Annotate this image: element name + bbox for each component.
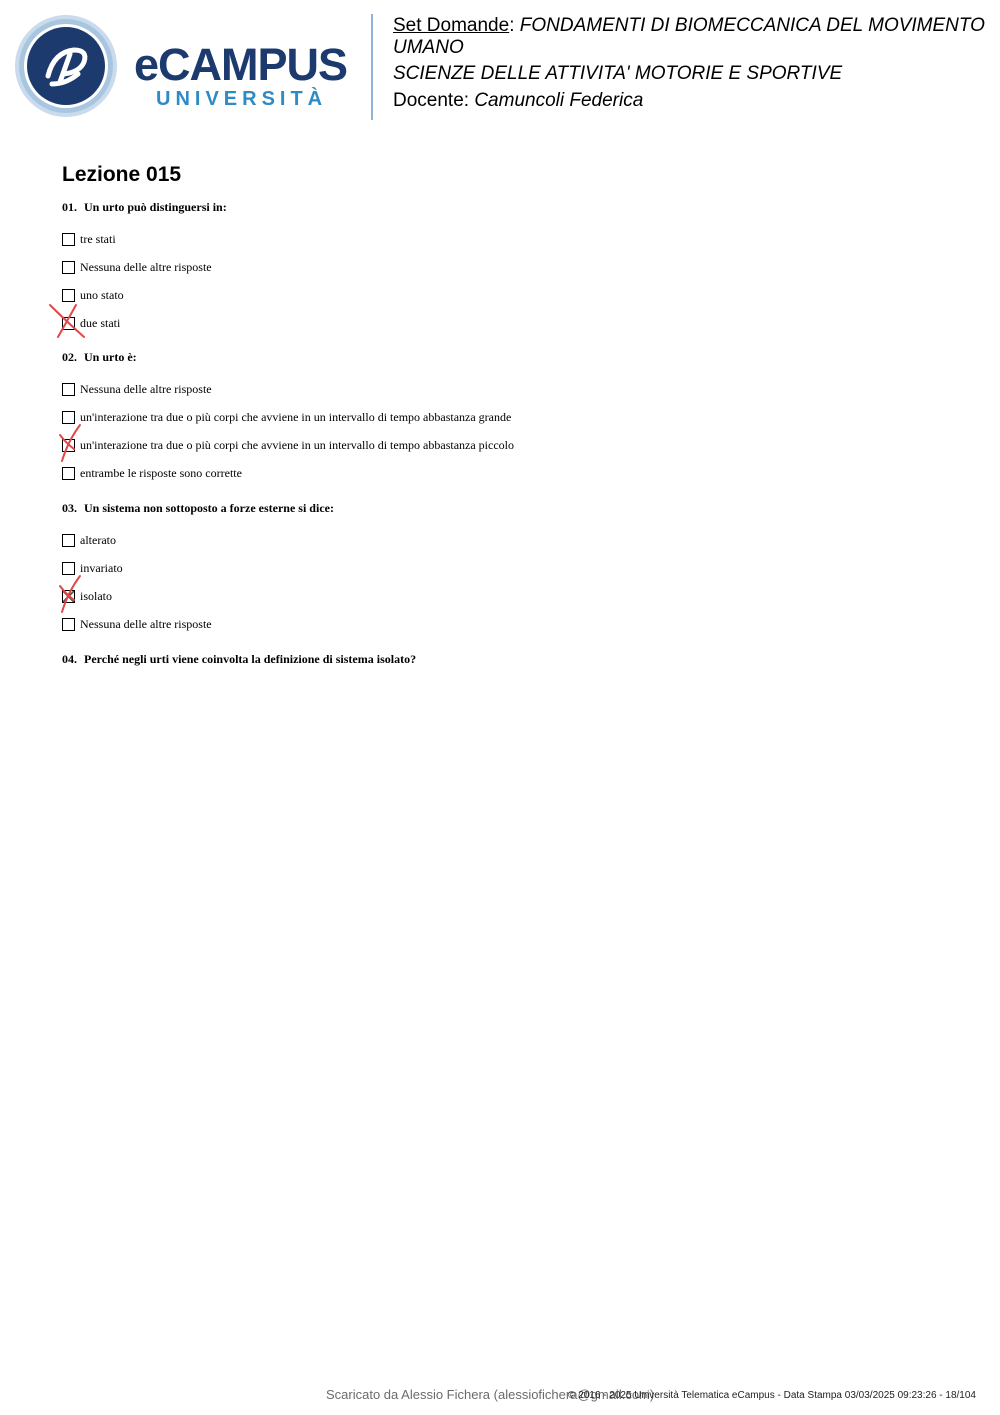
checkbox[interactable] — [62, 439, 75, 452]
question-text: Un urto può distinguersi in: — [84, 200, 227, 214]
option-label: un'interazione tra due o più corpi che avviene in un intervallo di tempo abbastanza piccolo — [80, 438, 515, 452]
option-label: isolato — [80, 589, 112, 603]
answer-option[interactable] — [62, 283, 942, 311]
university-seal-icon — [14, 14, 118, 118]
teacher-label: Docente: — [393, 90, 470, 111]
option-label: Nessuna delle altre risposte — [80, 260, 212, 274]
set-separator: : — [509, 15, 515, 36]
option-label: uno stato — [80, 288, 124, 302]
option-label: invariato — [80, 561, 123, 575]
ecampus-logo — [14, 14, 359, 118]
option-label: un'interazione tra due o più corpi che avviene in un intervallo di tempo abbastanza grande — [80, 410, 512, 424]
set-label: Set Domande — [393, 15, 510, 36]
faculty-name: SCIENZE DELLE ATTIVITA' MOTORIE E SPORTIVE — [393, 63, 843, 84]
answer-option[interactable] — [62, 612, 942, 640]
checkbox[interactable] — [62, 383, 75, 396]
option-label: Nessuna delle altre risposte — [80, 382, 212, 396]
checkbox[interactable] — [62, 289, 75, 302]
option-label: tre stati — [80, 232, 116, 246]
print-info: © 2016 - 2025 Università Telematica eCampus - Data Stampa 03/03/2025 09:23:26 - 18/104 — [568, 1390, 976, 1401]
checkbox[interactable] — [62, 562, 75, 575]
answer-option[interactable] — [62, 377, 942, 405]
checkbox[interactable] — [62, 534, 75, 547]
question-text: Perché negli urti viene coinvolta la definizione di sistema isolato? — [84, 652, 417, 666]
question-text: Un urto è: — [84, 350, 137, 364]
logo-subtitle-text: UNIVERSITÀ — [156, 88, 328, 110]
checkbox[interactable] — [62, 233, 75, 246]
answer-option[interactable] — [62, 405, 942, 433]
answer-option[interactable] — [62, 556, 942, 584]
course-heading — [393, 15, 988, 59]
question-01 — [62, 199, 942, 339]
header-divider — [371, 14, 373, 120]
question-03 — [62, 500, 942, 640]
answer-option[interactable] — [62, 433, 942, 461]
option-label: Nessuna delle altre risposte — [80, 617, 212, 631]
answer-option[interactable] — [62, 528, 942, 556]
logo-brand-text: eCAMPUS — [134, 39, 348, 90]
checkbox-checked[interactable] — [62, 590, 75, 603]
question-04 — [62, 651, 942, 667]
question-title — [62, 199, 942, 215]
option-label: alterato — [80, 533, 116, 547]
answer-option[interactable] — [62, 584, 942, 612]
checkbox[interactable] — [62, 411, 75, 424]
teacher-line — [393, 90, 988, 112]
checkbox[interactable] — [62, 317, 75, 330]
lesson-title: Lezione 015 — [62, 163, 182, 186]
answer-option[interactable] — [62, 227, 942, 255]
question-02 — [62, 349, 942, 489]
checkbox[interactable] — [62, 618, 75, 631]
option-label: due stati — [80, 316, 121, 330]
question-title — [62, 651, 942, 667]
question-text: Un sistema non sottoposto a forze esterne si dice: — [84, 501, 334, 515]
question-number: 02. — [62, 350, 77, 364]
question-number: 04. — [62, 652, 77, 666]
answer-option[interactable] — [62, 255, 942, 283]
course-name: FONDAMENTI DI BIOMECCANICA DEL MOVIMENTO UMANO — [393, 15, 985, 58]
answer-option[interactable] — [62, 461, 942, 489]
question-title — [62, 349, 942, 365]
download-watermark: Scaricato da Alessio Fichera (alessiofichera@gmail.com) — [326, 1387, 655, 1402]
checkbox[interactable] — [62, 261, 75, 274]
question-title — [62, 500, 942, 516]
teacher-name: Camuncoli Federica — [474, 90, 644, 111]
option-label: entrambe le risposte sono corrette — [80, 466, 242, 480]
question-number: 03. — [62, 501, 77, 515]
checkbox[interactable] — [62, 467, 75, 480]
answer-option[interactable] — [62, 311, 942, 339]
question-number: 01. — [62, 200, 77, 214]
